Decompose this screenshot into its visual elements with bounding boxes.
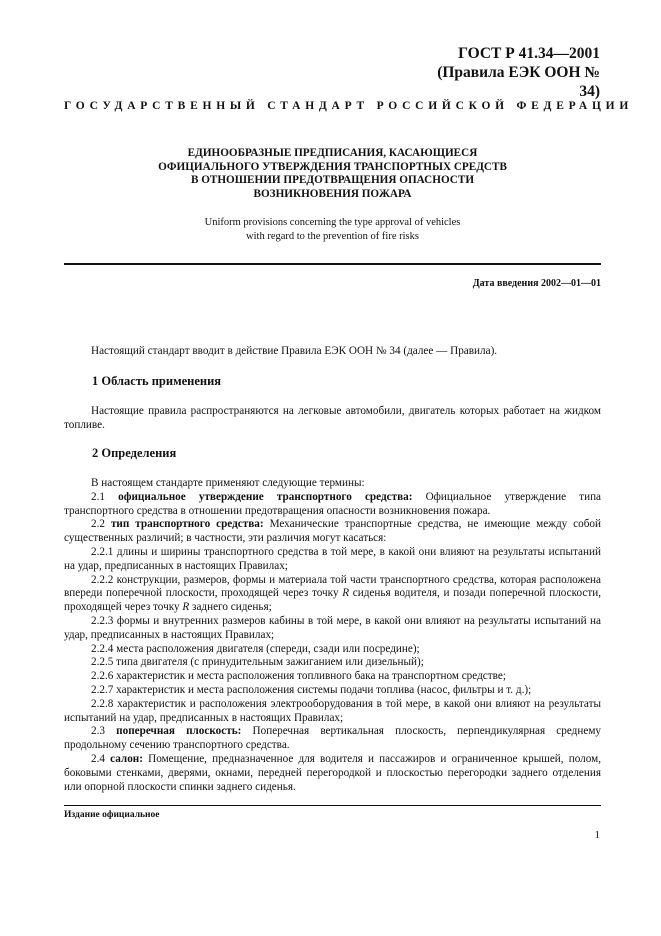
gost-code: ГОСТ Р 41.34—2001: [458, 45, 600, 62]
definition-term: салон:: [110, 752, 143, 765]
definition-2-2: 2.2 тип транспортного средства: Механические транспортные средства, не имеющие между собой существенных различий; в частности, эти различия могут касаться:: [64, 518, 602, 545]
section-1-heading: 1 Область применения: [92, 374, 222, 388]
title-ru-line: ОФИЦИАЛЬНОГО УТВЕРЖДЕНИЯ ТРАНСПОРТНЫХ СРЕДСТВ: [158, 160, 507, 173]
definition-2-4: 2.4 салон: Помещение, предназначенное для водителя и пассажиров и ограниченное крышей, полом, боковыми стенками, дверями, окнами, передней перегородкой и плоскостью перегородки заднего отделения или опорной плоскости спинки заднего сиденья.: [64, 752, 602, 793]
definition-2-2-6: 2.2.6 характеристик и места расположения топливного бака на транспортном средстве;: [91, 670, 506, 683]
footer-divider: [64, 805, 601, 806]
standard-type-heading: ГОСУДАРСТВЕННЫЙ СТАНДАРТ РОССИЙСКОЙ ФЕДЕРАЦИИ: [64, 100, 634, 112]
definition-term: официальное утверждение транспортного средства:: [118, 490, 413, 503]
definitions-lead: В настоящем стандарте применяют следующие термины:: [91, 477, 365, 489]
definition-2-2-1: 2.2.1 длины и ширины транспортного средства в той мере, в какой они влияют на результаты испытаний на удар, предписанных в настоящих Правилах;: [64, 545, 601, 572]
definition-2-2-8: 2.2.8 характеристик и расположения электрооборудования в той мере, в какой они влияют на результаты испытаний на удар, предписанных в настоящих Правилах;: [64, 697, 601, 724]
point-r: R: [342, 587, 350, 600]
definition-2-2-5: 2.2.5 типа двигателя (с принудительным зажиганием или дизельный);: [91, 656, 424, 669]
section-1-text: Настоящие правила распространяются на легковые автомобили, двигатель которых работает на жидком топливе.: [64, 405, 601, 431]
introduction-date: Дата введения 2002—01—01: [472, 278, 601, 289]
edition-note: Издание официальное: [64, 810, 160, 820]
definition-2-3: 2.3 поперечная плоскость: Поперечная вертикальная плоскость, перпендикулярная среднему продольному сечению транспортного средства.: [64, 725, 602, 752]
point-r: R: [182, 601, 190, 614]
definition-2-2-3: 2.2.3 формы и внутренних размеров кабины в той мере, в какой они влияют на результаты испытаний на удар, предписанных в настоящих Правилах;: [64, 614, 601, 641]
title-divider: [64, 263, 601, 265]
definition-2-1: 2.1 официальное утверждение транспортного средства: Официальное утверждение типа транспортного средства в отношении предотвращения опасности возникновения пожара.: [64, 490, 602, 517]
intro-paragraph: [64, 345, 601, 359]
title-ru-line: ЕДИНООБРАЗНЫЕ ПРЕДПИСАНИЯ, КАСАЮЩИЕСЯ: [187, 147, 478, 159]
page-number: 1: [594, 829, 600, 841]
definition-2-2-7: 2.2.7 характеристик и места расположения системы подачи топлива (насос, фильтры и т. д.);: [91, 683, 532, 696]
document-title-ru: [64, 147, 601, 201]
title-ru-line: ВОЗНИКНОВЕНИЯ ПОЖАРА: [253, 187, 412, 200]
section-1-body: [64, 405, 601, 433]
intro-text: Настоящий стандарт вводит в действие Правила ЕЭК ООН № 34 (далее — Правила).: [91, 345, 498, 357]
title-en-line: with regard to the prevention of fire risks: [246, 230, 419, 242]
definition-2-2-4: 2.2.4 места расположения двигателя (спереди, сзади или посредине);: [91, 642, 420, 655]
title-en-line: Uniform provisions concerning the type approval of vehicles: [204, 217, 461, 228]
section-2-body: [64, 477, 601, 794]
definition-2-2-2: 2.2.2 конструкции, размеров, формы и материала той части транспортного средства, которая расположена впереди поперечной плоскости, проходящей через точку R сиденья водителя, и позади поперечной плоскости, проходящей через точку R заднего сиденья;: [64, 573, 602, 614]
document-title-en: [64, 216, 601, 243]
section-2-heading: 2 Определения: [92, 446, 177, 460]
title-ru-line: В ОТНОШЕНИИ ПРЕДОТВРАЩЕНИЯ ОПАСНОСТИ: [190, 174, 475, 187]
definition-term: поперечная плоскость:: [116, 725, 242, 738]
gost-designation: [430, 44, 600, 101]
ece-rule-reference: (Правила ЕЭК ООН № 34): [437, 64, 600, 100]
definition-term: тип транспортного средства:: [110, 518, 264, 531]
